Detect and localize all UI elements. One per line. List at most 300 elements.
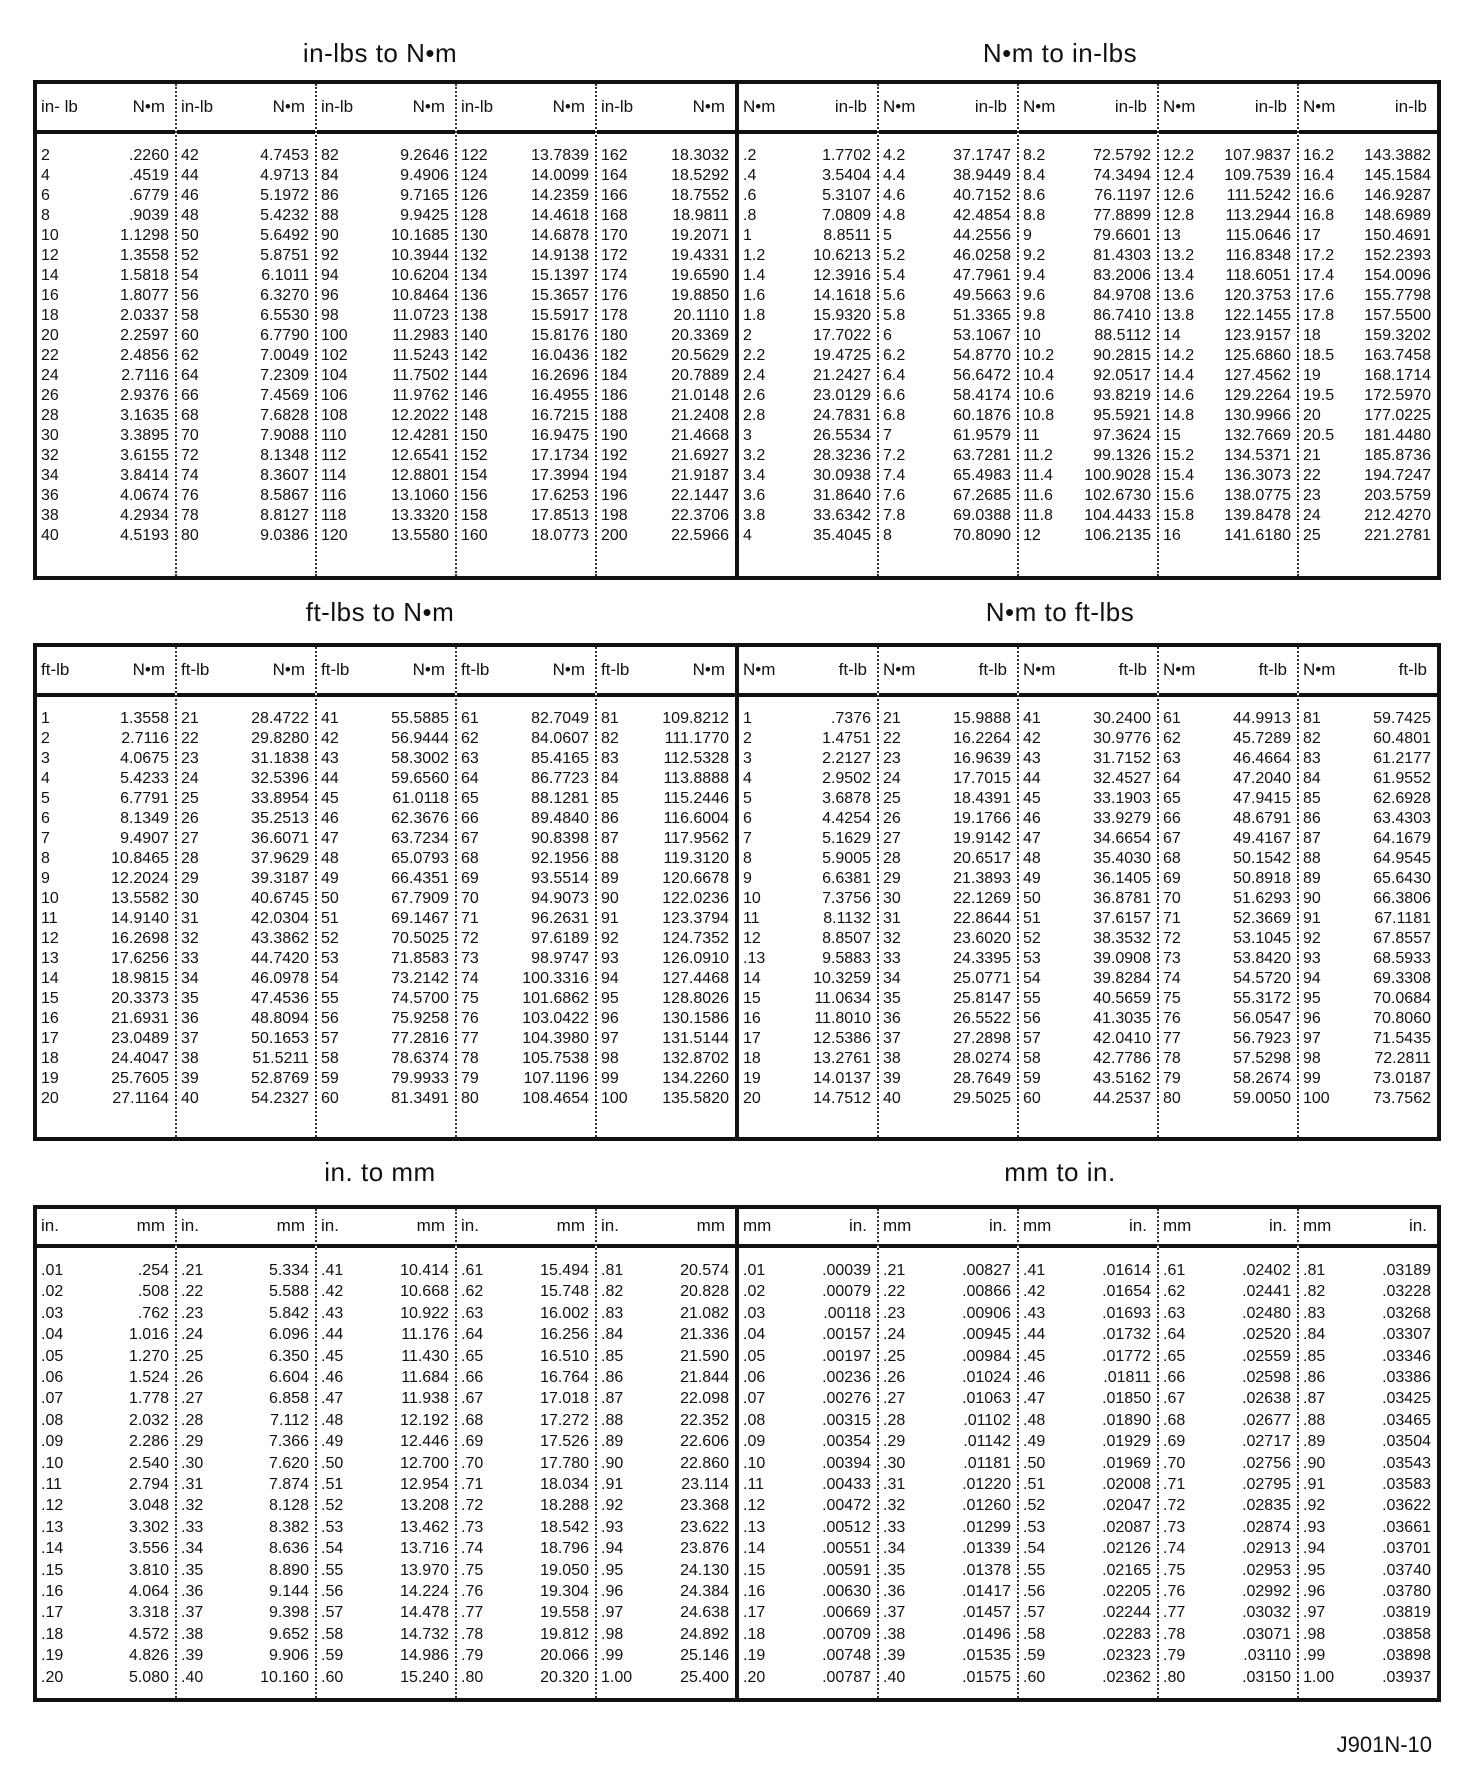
table-row: [879, 1324, 1017, 1345]
column-header: [177, 1209, 315, 1248]
table-row: [739, 909, 877, 929]
table-row: [1159, 1645, 1297, 1666]
input-value: .89: [601, 1433, 624, 1451]
input-value: .23: [181, 1304, 204, 1322]
input-value: 9.4: [1023, 267, 1046, 284]
converted-value: 23.876: [680, 1540, 729, 1558]
input-value: 20: [1303, 407, 1321, 424]
column-group: [595, 647, 735, 1137]
table-row: [1159, 226, 1297, 246]
input-value: .38: [883, 1625, 906, 1643]
input-value: 10: [1023, 327, 1041, 344]
converted-value: 111.1770: [664, 730, 729, 747]
converted-value: 115.0646: [1225, 227, 1291, 244]
converted-value: .00118: [823, 1304, 871, 1322]
converted-value: 59.7425: [1373, 710, 1431, 727]
table-row: [1299, 1431, 1437, 1452]
table-row: [879, 186, 1017, 206]
input-value: 2: [743, 327, 752, 344]
input-value: 59: [321, 1070, 339, 1087]
converted-value: .03071: [1242, 1625, 1291, 1643]
input-value: 18: [1303, 327, 1321, 344]
converted-value: 8.1348: [260, 447, 309, 464]
table-row: [177, 769, 315, 789]
table-row: [739, 1009, 877, 1029]
converted-value: 17.272: [540, 1411, 589, 1429]
column-group: [1017, 647, 1157, 1137]
converted-value: 7.9088: [260, 427, 309, 444]
input-value: .98: [1303, 1625, 1326, 1643]
table-row: [177, 1517, 315, 1538]
table-row: [739, 709, 877, 729]
converted-value: 88.1281: [531, 790, 589, 807]
table-row: [1159, 186, 1297, 206]
input-value: 1.4: [743, 267, 766, 284]
input-value: 26: [181, 810, 199, 827]
table-row: [739, 466, 877, 486]
input-value: 2: [743, 730, 752, 747]
table-row: [317, 709, 455, 729]
input-value: 99: [601, 1070, 619, 1087]
input-value: 41: [1023, 710, 1041, 727]
input-value: 1: [41, 710, 50, 727]
input-value: 38: [41, 507, 59, 524]
table-row: [879, 1667, 1017, 1688]
table-row: [1019, 1602, 1157, 1623]
input-value: .62: [461, 1283, 484, 1301]
table-row: [879, 869, 1017, 889]
input-value: .94: [1303, 1540, 1326, 1558]
table-row: [739, 1324, 877, 1345]
table-row: [1019, 406, 1157, 426]
input-value: .4: [743, 167, 757, 184]
converted-value: .02874: [1242, 1518, 1291, 1536]
input-value: 140: [461, 327, 488, 344]
table-row: [37, 809, 175, 829]
converted-value: 22.098: [680, 1390, 729, 1408]
converted-value: 150.4691: [1364, 227, 1431, 244]
table-row: [1019, 1367, 1157, 1388]
converted-value: 14.1618: [813, 287, 871, 304]
input-value: 5: [41, 790, 50, 807]
converted-value: 13.1060: [391, 487, 449, 504]
converted-value: 154.0096: [1364, 267, 1431, 284]
table-row: [879, 1281, 1017, 1302]
table-row: [879, 989, 1017, 1009]
converted-value: 123.3794: [662, 910, 729, 927]
converted-value: 62.6928: [1373, 790, 1431, 807]
table-row: [37, 949, 175, 969]
converted-value: 101.6862: [522, 990, 589, 1007]
input-value: 9.2: [1023, 247, 1046, 264]
converted-value: .02520: [1242, 1326, 1291, 1344]
converted-value: 141.6180: [1224, 527, 1291, 544]
converted-value: .9039: [128, 207, 169, 224]
table-row: [739, 1453, 877, 1474]
converted-value: 32.5396: [251, 770, 309, 787]
table-row: [597, 426, 735, 446]
converted-value: 39.8284: [1093, 970, 1151, 987]
input-value: .44: [321, 1326, 344, 1344]
column-group: [1017, 84, 1157, 576]
table-row: [177, 466, 315, 486]
converted-value: 36.8781: [1093, 890, 1151, 907]
input-value: 93: [1303, 950, 1321, 967]
title-mm-to-in: mm to in.: [1004, 1157, 1116, 1187]
converted-value: .02756: [1242, 1454, 1291, 1472]
table-row: [37, 1388, 175, 1409]
input-value: .01: [743, 1261, 766, 1279]
converted-value: 67.8557: [1373, 930, 1431, 947]
table-row: [317, 346, 455, 366]
input-value: .83: [601, 1304, 624, 1322]
converted-value: 14.0099: [531, 167, 589, 184]
table-row: [1159, 929, 1297, 949]
table-row: [597, 1346, 735, 1367]
input-value: 130: [461, 227, 488, 244]
converted-value: .01850: [1102, 1390, 1151, 1408]
input-value: .55: [321, 1561, 344, 1579]
input-value: 87: [1303, 830, 1321, 847]
table-row: [177, 1624, 315, 1645]
input-value: 95: [601, 990, 619, 1007]
input-value: .56: [321, 1582, 344, 1600]
input-value: 60: [321, 1090, 339, 1107]
converted-value: 54.8770: [953, 347, 1011, 364]
table-row: [457, 266, 595, 286]
input-value: 13: [41, 950, 59, 967]
converted-value: 2.0337: [120, 307, 169, 324]
input-value: 148: [461, 407, 488, 424]
input-value: 7.8: [883, 507, 906, 524]
header-to-unit: N•m: [692, 660, 725, 679]
converted-value: 33.1903: [1093, 790, 1151, 807]
converted-value: 16.9475: [531, 427, 589, 444]
input-value: 34: [181, 970, 199, 987]
table-row: [177, 1029, 315, 1049]
converted-value: 82.7049: [531, 710, 589, 727]
input-value: 124: [461, 167, 488, 184]
table-row: [597, 366, 735, 386]
input-value: .95: [1303, 1561, 1326, 1579]
converted-value: 37.1747: [953, 147, 1011, 164]
converted-value: 8.382: [268, 1518, 309, 1536]
converted-value: 24.7831: [813, 407, 871, 424]
input-value: 67: [461, 830, 479, 847]
converted-value: 18.9815: [111, 970, 169, 987]
input-value: 87: [601, 830, 619, 847]
input-value: 166: [601, 187, 628, 204]
converted-value: 5.4232: [260, 207, 309, 224]
converted-value: 104.3980: [522, 1030, 589, 1047]
table-row: [177, 1367, 315, 1388]
input-value: 10.6: [1023, 387, 1055, 404]
input-value: 80: [1163, 1090, 1181, 1107]
input-value: 81: [1303, 710, 1321, 727]
input-value: .24: [883, 1326, 906, 1344]
table-row: [317, 749, 455, 769]
table-row: [457, 366, 595, 386]
input-value: 27: [181, 830, 199, 847]
table-row: [1159, 949, 1297, 969]
converted-value: 18.5292: [671, 167, 729, 184]
input-value: 78: [1163, 1050, 1181, 1067]
table-row: [739, 1260, 877, 1281]
converted-value: 65.4983: [953, 467, 1011, 484]
converted-value: 19.1766: [953, 810, 1011, 827]
converted-value: 38.3532: [1093, 930, 1151, 947]
input-value: 97: [601, 1030, 619, 1047]
table-row: [317, 246, 455, 266]
table-row: [597, 1324, 735, 1345]
table-row: [317, 426, 455, 446]
input-value: 29: [181, 870, 199, 887]
converted-value: .03740: [1382, 1561, 1431, 1579]
converted-value: 9.2646: [400, 147, 449, 164]
table-row: [177, 729, 315, 749]
input-value: .70: [461, 1454, 484, 1472]
table-row: [879, 206, 1017, 226]
input-value: 5.8: [883, 307, 906, 324]
converted-value: .02441: [1242, 1283, 1291, 1301]
table-row: [739, 346, 877, 366]
table-row: [879, 909, 1017, 929]
input-value: 21: [1303, 447, 1321, 464]
input-value: 48: [181, 207, 199, 224]
input-value: 13.6: [1163, 287, 1195, 304]
table-row: [597, 989, 735, 1009]
converted-value: .01181: [963, 1454, 1011, 1472]
table-row: [1159, 1410, 1297, 1431]
converted-value: 3.3895: [120, 427, 169, 444]
converted-value: 7.4569: [260, 387, 309, 404]
table-row: [1159, 1089, 1297, 1109]
header-from-unit: N•m: [883, 97, 916, 116]
input-value: .40: [883, 1668, 906, 1686]
table-row: [1299, 426, 1437, 446]
converted-value: 3.1635: [120, 407, 169, 424]
converted-value: 37.9629: [251, 850, 309, 867]
table-row: [1019, 1410, 1157, 1431]
input-value: 15.2: [1163, 447, 1195, 464]
table-row: [879, 1029, 1017, 1049]
table-row: [177, 969, 315, 989]
converted-value: .00945: [962, 1326, 1011, 1344]
converted-value: .00433: [822, 1475, 871, 1493]
input-value: .42: [1023, 1283, 1046, 1301]
table-row: [37, 1667, 175, 1688]
input-value: 182: [601, 347, 628, 364]
input-value: .73: [1163, 1518, 1186, 1536]
table-row: [177, 1453, 315, 1474]
input-value: .11: [41, 1475, 63, 1493]
column-header: [37, 1209, 175, 1248]
table-row: [597, 1303, 735, 1324]
table-row: [597, 769, 735, 789]
table-row: [1019, 1009, 1157, 1029]
table-row: [37, 1645, 175, 1666]
table-row: [879, 1069, 1017, 1089]
table-row: [457, 1667, 595, 1688]
input-value: .17: [41, 1604, 64, 1622]
table-row: [317, 1346, 455, 1367]
table-row: [1159, 1602, 1297, 1623]
input-value: 57: [321, 1030, 339, 1047]
input-value: .29: [883, 1433, 906, 1451]
input-value: .94: [601, 1540, 624, 1558]
converted-value: .508: [137, 1283, 169, 1301]
input-value: 28: [883, 850, 901, 867]
input-value: 172: [601, 247, 628, 264]
converted-value: 102.6730: [1084, 487, 1151, 504]
table-row: [317, 969, 455, 989]
input-value: 19: [1303, 367, 1321, 384]
input-value: .05: [743, 1347, 766, 1365]
input-value: .17: [743, 1604, 766, 1622]
converted-value: 1.1298: [120, 227, 169, 244]
converted-value: 16.4955: [531, 387, 589, 404]
table-row: [597, 1049, 735, 1069]
input-value: 12: [41, 247, 59, 264]
input-value: .34: [181, 1540, 204, 1558]
input-value: .96: [601, 1582, 624, 1600]
table-row: [1299, 146, 1437, 166]
table-row: [177, 1667, 315, 1688]
converted-value: 47.7961: [953, 267, 1011, 284]
table-row: [457, 1281, 595, 1302]
converted-value: 40.6745: [251, 890, 309, 907]
table-row: [177, 849, 315, 869]
table-row: [37, 326, 175, 346]
column-header: [37, 84, 175, 134]
input-value: .33: [181, 1518, 204, 1536]
input-value: 134: [461, 267, 488, 284]
converted-value: 31.7152: [1093, 750, 1151, 767]
column-header: [177, 647, 315, 697]
table-row: [1299, 506, 1437, 526]
table-row: [1299, 889, 1437, 909]
converted-value: 2.4856: [120, 347, 169, 364]
table-row: [317, 326, 455, 346]
converted-value: 40.7152: [953, 187, 1011, 204]
converted-value: 11.0723: [392, 307, 449, 324]
table-row: [1159, 889, 1297, 909]
table-row: [1019, 949, 1157, 969]
input-value: .86: [601, 1368, 624, 1386]
converted-value: 1.8077: [120, 287, 169, 304]
table-row: [1299, 1049, 1437, 1069]
converted-value: 8.1349: [120, 810, 169, 827]
input-value: 10: [743, 890, 761, 907]
table-row: [177, 446, 315, 466]
converted-value: 16.7215: [531, 407, 589, 424]
converted-value: 47.2040: [1233, 770, 1291, 787]
converted-value: 126.0910: [662, 950, 729, 967]
table-row: [1299, 1281, 1437, 1302]
header-to-unit: in.: [1129, 1216, 1147, 1236]
converted-value: 14.986: [400, 1647, 449, 1665]
converted-value: .02913: [1242, 1540, 1291, 1558]
input-value: 9: [743, 870, 752, 887]
converted-value: .00787: [822, 1668, 871, 1686]
input-value: 6.6: [883, 387, 906, 404]
table-row: [177, 1602, 315, 1623]
input-value: 45: [1023, 790, 1041, 807]
table-row: [1299, 166, 1437, 186]
table-row: [1159, 1388, 1297, 1409]
table-row: [1299, 306, 1437, 326]
input-value: 15: [1163, 427, 1181, 444]
header-to-unit: mm: [276, 1216, 305, 1236]
converted-value: 12.5386: [813, 1030, 871, 1047]
converted-value: 44.7420: [251, 950, 309, 967]
converted-value: 63.7281: [953, 447, 1011, 464]
input-value: 3.8: [743, 507, 766, 524]
table-row: [457, 406, 595, 426]
converted-value: 45.7289: [1233, 730, 1291, 747]
input-value: .32: [883, 1497, 906, 1515]
input-value: 82: [601, 730, 619, 747]
converted-value: 21.0148: [671, 387, 729, 404]
input-value: 61: [1163, 710, 1181, 727]
input-value: .69: [461, 1433, 484, 1451]
header-from-unit: mm: [1163, 1216, 1192, 1236]
column-header: [1299, 647, 1437, 697]
table-row: [1019, 366, 1157, 386]
converted-value: 7.620: [268, 1454, 309, 1472]
table-row: [597, 306, 735, 326]
table-row: [37, 406, 175, 426]
converted-value: .01417: [962, 1582, 1011, 1600]
input-value: .82: [601, 1283, 624, 1301]
converted-value: 29.5025: [953, 1090, 1011, 1107]
table-row: [457, 186, 595, 206]
input-value: .50: [321, 1454, 344, 1472]
converted-value: 106.2135: [1084, 527, 1151, 544]
input-value: .49: [321, 1433, 344, 1451]
table-row: [739, 1367, 877, 1388]
input-value: 85: [1303, 790, 1321, 807]
input-value: 14.2: [1163, 347, 1195, 364]
converted-value: .01142: [963, 1433, 1011, 1451]
input-value: 13.8: [1163, 307, 1195, 324]
converted-value: 109.8212: [662, 710, 729, 727]
table-row: [37, 1049, 175, 1069]
converted-value: 10.8465: [111, 850, 169, 867]
column-group: [455, 647, 595, 1137]
converted-value: 2.9376: [120, 387, 169, 404]
table-row: [1159, 1474, 1297, 1495]
input-value: 25: [1303, 527, 1321, 544]
table-row: [1299, 266, 1437, 286]
column-header: [879, 1209, 1017, 1248]
converted-value: 9.906: [268, 1647, 309, 1665]
input-value: 92: [1303, 930, 1321, 947]
input-value: 62: [461, 730, 479, 747]
table-row: [37, 306, 175, 326]
table-row: [37, 1560, 175, 1581]
input-value: 196: [601, 487, 628, 504]
converted-value: .01614: [1102, 1261, 1151, 1279]
converted-value: 90.2815: [1093, 347, 1151, 364]
table-row: [457, 466, 595, 486]
converted-value: 19.4331: [671, 247, 729, 264]
table-row: [317, 829, 455, 849]
converted-value: 138.0775: [1224, 487, 1291, 504]
input-value: .14: [743, 1540, 766, 1558]
table-row: [37, 506, 175, 526]
converted-value: 117.9562: [663, 830, 729, 847]
